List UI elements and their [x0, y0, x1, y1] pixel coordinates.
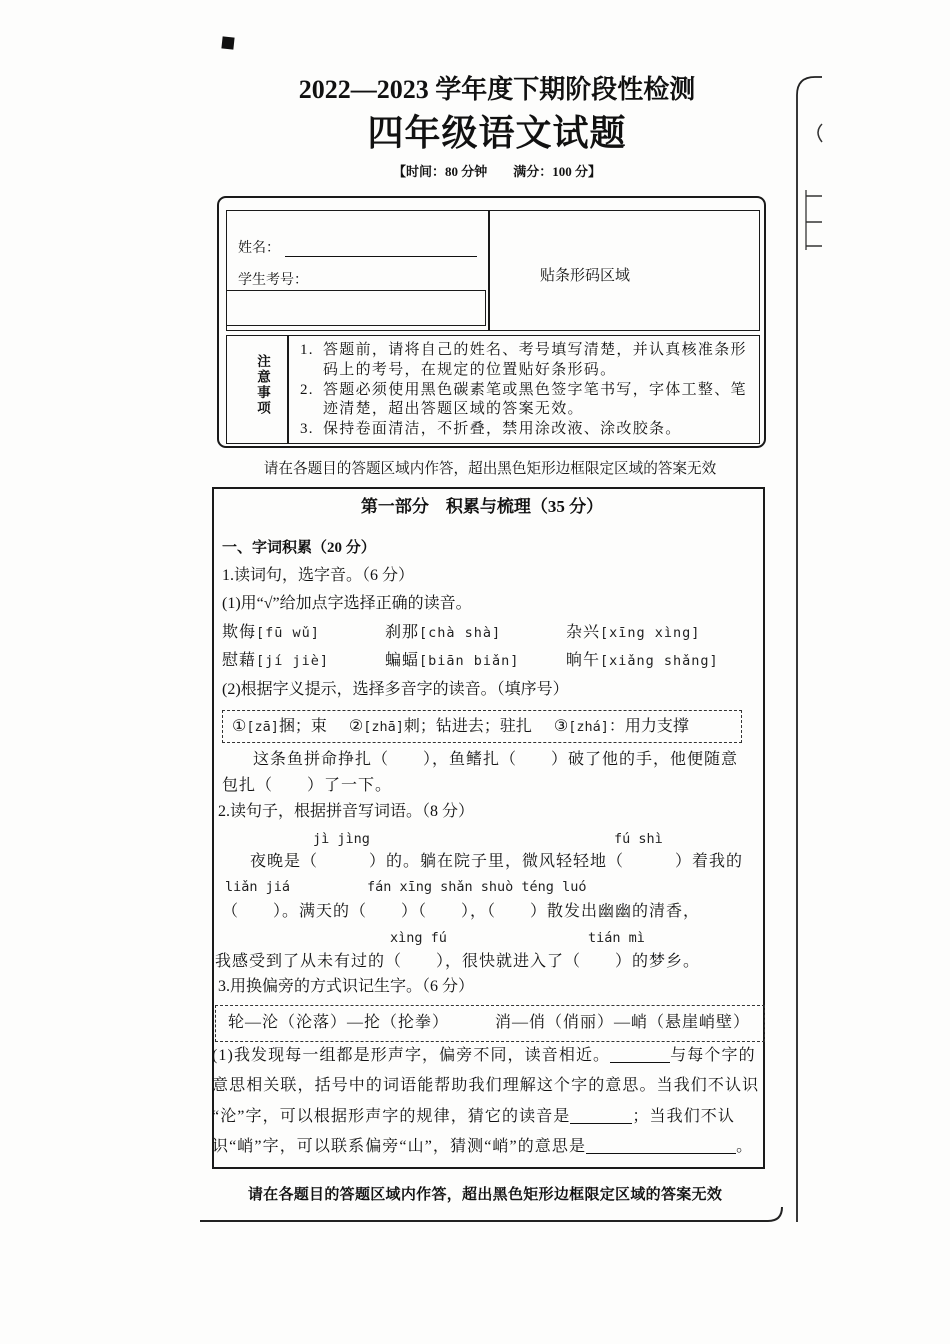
q3-paragraph-line: [212, 1107, 735, 1127]
note-line: 迹清楚，超出答题区域的答案无效。: [323, 401, 584, 417]
notes-title: 注意事项: [255, 354, 270, 416]
note-line: 码上的考号，在规定的位置贴好条形码。: [323, 362, 617, 378]
answer-area-notice-bottom: 请在各题目的答题区域内作答，超出黑色矩形边框限定区域的答案无效: [247, 1187, 723, 1203]
q1-sub2: (2)根据字义提示，选择多音字的读音。（填序号）: [222, 681, 569, 698]
exam-title: 2022—2023 学年度下期阶段性检测: [298, 75, 696, 104]
word: 杂兴: [566, 624, 601, 641]
adjacent-page-edge: [797, 77, 822, 1222]
hint-item: [232, 718, 327, 735]
notes-divider: [287, 335, 289, 444]
word: 欺侮: [222, 624, 257, 641]
text-segment: “沦”字，可以根据形声字的规律，猜它的读音是: [212, 1108, 571, 1125]
q1-title: 1.读词句，选字音。（6 分）: [222, 567, 415, 584]
radical-group: 轮—沦（沦落）—抡（抡拳）: [228, 1014, 450, 1031]
answer-blank: [610, 1048, 670, 1063]
radical-group: 消—俏（俏丽）—峭（悬崖峭壁）: [495, 1014, 751, 1031]
q1-sentence-line: 这条鱼拼命挣扎（ ），鱼鳍扎（ ）破了他的手，他便随意: [253, 751, 739, 768]
adjacent-page-bracket: [818, 124, 822, 142]
note-line: 保持卷面清洁，不折叠，禁用涂改液、涂改胶条。: [323, 421, 682, 437]
text-segment: (1)我发现每一组都是形声字，偏旁不同，读音相近。: [212, 1047, 611, 1064]
q3-paragraph-line: [212, 1137, 753, 1157]
answer-blank: [586, 1139, 736, 1154]
hint-number: ②: [348, 718, 364, 735]
name-label: 姓名：: [238, 241, 280, 256]
part1-title: 第一部分 积累与梳理（35 分）: [360, 497, 604, 516]
word-option: [222, 651, 329, 671]
q2-sentence-line: 我感受到了从未有过的（ ），很快就进入了（ ）的梦乡。: [215, 953, 701, 970]
word-pinyin: [chà shà]: [419, 625, 502, 641]
word-option: [566, 623, 700, 643]
text-segment: ；当我们不认: [632, 1108, 736, 1125]
word: 晌午: [566, 652, 601, 669]
word-option: [566, 651, 719, 671]
q1-sub1: (1)用“√”给加点字选择正确的读音。: [222, 595, 472, 612]
word-pinyin: [biān biǎn]: [419, 653, 520, 669]
hint-pinyin: [zhá]: [568, 719, 609, 735]
polyphone-hints: [232, 717, 689, 737]
barcode-divider: [488, 210, 490, 331]
hint-number: ①: [232, 718, 247, 735]
text-segment: 与每个字的: [670, 1047, 756, 1064]
hint-pinyin: [zā]: [246, 719, 279, 735]
exam-id-label: 学生考号：: [238, 273, 308, 288]
hint-pinyin: [zhā]: [363, 719, 404, 735]
word: 慰藉: [222, 652, 257, 669]
note-number: 2.: [300, 382, 314, 398]
q2-sentence-line: （ ）。满天的（ ）（ ），（ ）散发出幽幽的清香，: [222, 903, 701, 920]
hint-meaning: ：用力支撑: [608, 718, 689, 735]
q1-sentence-line: 包扎（ ）了一下。: [222, 777, 393, 794]
pinyin-prompt: liǎn jiá: [225, 879, 291, 895]
word-pinyin: [jí jiè]: [256, 653, 330, 669]
hint-number: ③: [553, 718, 569, 735]
text-segment: 识“峭”字，可以联系偏旁“山”，猜测“峭”的意思是: [212, 1138, 587, 1155]
q3-title: 3.用换偏旁的方式识记生字。（6 分）: [218, 978, 475, 995]
hint-meaning: 捆；束: [278, 718, 327, 735]
hint-item: [349, 718, 532, 735]
word-pinyin: [fū wǔ]: [256, 625, 320, 641]
pinyin-prompt: fú shì: [614, 831, 663, 847]
word-pinyin: [xīng xìng]: [600, 625, 701, 641]
word: 刹那: [385, 624, 420, 641]
q2-title: 2.读句子，根据拼音写词语。（8 分）: [218, 803, 475, 820]
word-option: [385, 651, 519, 671]
barcode-area-label: 贴条形码区域: [540, 268, 631, 284]
exam-id-box: [226, 290, 486, 326]
answer-blank: [570, 1109, 632, 1124]
exam-time-and-score: 【时间：80 分钟 满分：100 分】: [392, 164, 601, 179]
exam-subtitle: 四年级语文试题: [367, 113, 627, 153]
name-underline: [285, 256, 477, 257]
q2-sentence-line: 夜晚是（ ）的。躺在院子里，微风轻轻地（ ）着我的: [250, 853, 744, 870]
pinyin-prompt: fán xīng shǎn shuò téng luó: [367, 879, 587, 895]
pinyin-prompt: tián mì: [588, 930, 645, 946]
q3-paragraph-line: [212, 1046, 756, 1066]
note-number: 1.: [300, 342, 314, 358]
pinyin-prompt: xìng fú: [390, 930, 447, 946]
word-option: [222, 623, 320, 643]
pinyin-prompt: jì jìng: [313, 831, 370, 847]
scan-registration-mark: [221, 36, 234, 49]
word: 蝙蝠: [385, 652, 420, 669]
answer-area-notice-top: 请在各题目的答题区域内作答，超出黑色矩形边框限定区域的答案无效: [263, 461, 717, 477]
answer-frame: [212, 487, 765, 1169]
bottom-frame-line: [200, 1207, 782, 1221]
word-option: [385, 623, 501, 643]
note-number: 3.: [300, 421, 314, 437]
note-line: 答题前，请将自己的姓名、考号填写清楚，并认真核准条形: [323, 342, 747, 358]
section1-title: 一、字词积累（20 分）: [222, 540, 376, 556]
hint-item: [554, 718, 689, 735]
word-pinyin: [xiǎng shǎng]: [600, 653, 719, 669]
text-segment: 。: [736, 1138, 754, 1155]
hint-meaning: 刺；钻进去；驻扎: [403, 718, 532, 735]
note-line: 答题必须使用黑色碳素笔或黑色签字笔书写，字体工整、笔: [323, 382, 747, 398]
q3-paragraph-line: 意思相关联，括号中的词语能帮助我们理解这个字的意思。当我们不认识: [212, 1077, 760, 1094]
